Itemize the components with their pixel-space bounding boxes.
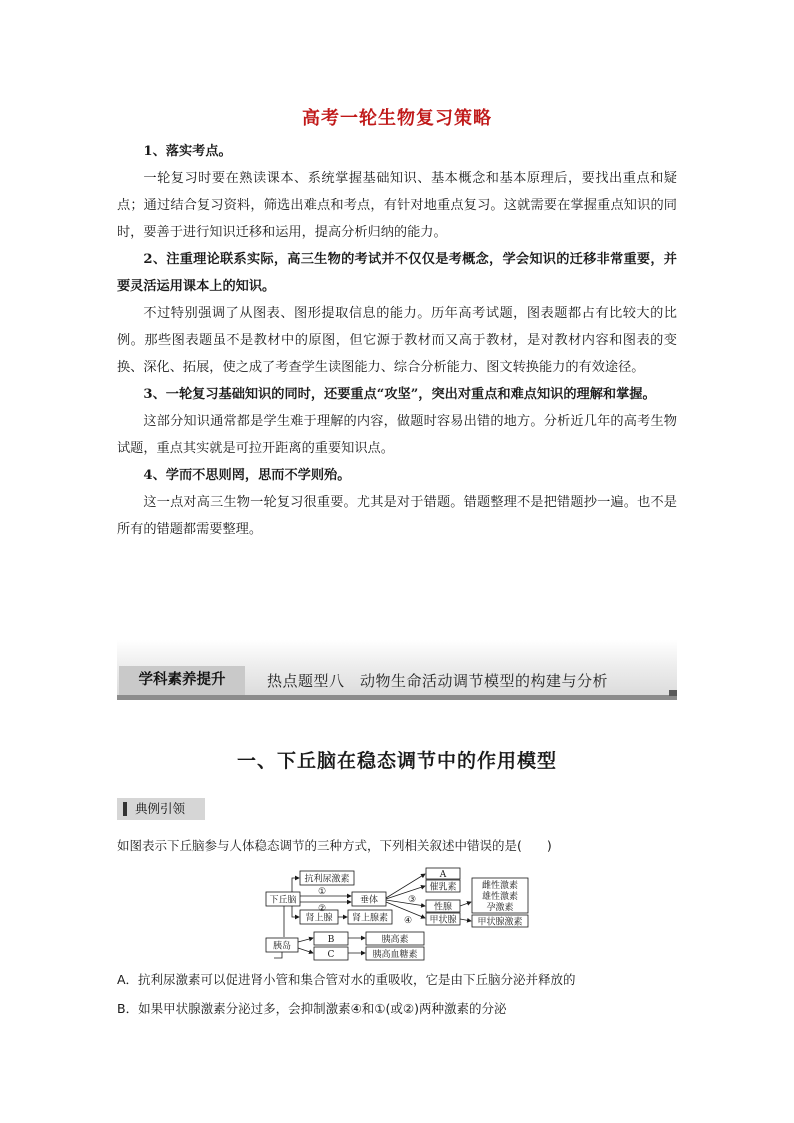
- sex-hormone-label-1: 雌性激素: [481, 881, 519, 891]
- mark-4: ④: [403, 916, 413, 926]
- box-a-label: A: [439, 870, 447, 880]
- adrenal-label: 肾上腺: [305, 913, 333, 924]
- thyroxine-label: 甲状腺激素: [477, 917, 523, 928]
- point-2-paragraph: 不过特别强调了从图表、图形提取信息的能力。历年高考试题，图表题都占有比较大的比例。那些图表题虽不是教材中的原图，但它源于教材而又高于教材，是对教材内容和图表的变换、深化、拓展，使之成了考查学生读图能力、综合分析能力、图文转换能力的有效途径。: [117, 306, 677, 375]
- sex-hormone-label-3: 孕激素: [486, 903, 514, 913]
- section-heading: 一、下丘脑在稳态调节中的作用模型: [236, 750, 557, 772]
- banner-underline: [117, 695, 677, 700]
- glucagon-label: 胰高血糖素: [372, 950, 418, 960]
- article-body: [117, 138, 677, 543]
- mark-3: ③: [407, 895, 417, 905]
- banner-end-mark: [669, 690, 677, 696]
- thyroid-label: 甲状腺: [429, 915, 457, 926]
- point-2-heading: 2、注重理论联系实际，高三生物的考试并不仅仅是考概念，学会知识的迁移非常重要，并要灵活运用课本上的知识。: [117, 252, 677, 294]
- section-banner: [117, 640, 677, 702]
- hypothalamus-label: 下丘脑: [269, 895, 297, 906]
- point-1-heading: 1、落实考点。: [143, 144, 232, 159]
- option-b: B．如果甲状腺激素分泌过多，会抑制激素④和①(或②)两种激素的分泌: [117, 1001, 507, 1016]
- box-b-label: B: [327, 935, 335, 945]
- point-4-heading: 4、学而不思则罔，思而不学则殆。: [143, 468, 351, 483]
- prolactin-label: 催乳素: [429, 882, 457, 893]
- option-a: A．抗利尿激素可以促进肾小管和集合管对水的重吸收，它是由下丘脑分泌并释放的: [117, 972, 576, 987]
- adh-label: 抗利尿激素: [304, 874, 350, 885]
- point-1-paragraph: 一轮复习时要在熟读课本、系统掌握基础知识、基本概念和基本原理后，要找出重点和疑点；通过结合复习资料，筛选出难点和考点，有针对地重点复习。这就需要在掌握重点知识的同时，要善于进行知识迁移和运用，提高分析归纳的能力。: [117, 171, 677, 240]
- page-title: 高考一轮生物复习策略: [302, 108, 492, 129]
- hormone-regulation-diagram: [262, 866, 532, 966]
- sex-hormone-label-2: 雄性激素: [481, 892, 519, 902]
- gonad-label: 性腺: [433, 902, 453, 913]
- adrenaline-label: 肾上腺素: [351, 913, 389, 924]
- insulin-label: 胰高素: [381, 935, 409, 945]
- question-stem: 如图表示下丘脑参与人体稳态调节的三种方式，下列相关叙述中错误的是( ): [117, 838, 552, 853]
- islet-label: 胰岛: [272, 941, 292, 952]
- banner-topic: 热点题型八 动物生命活动调节模型的构建与分析: [267, 672, 609, 690]
- example-tag: [117, 798, 205, 820]
- example-tag-bar: [123, 802, 127, 816]
- point-4-paragraph: 这一点对高三生物一轮复习很重要。尤其是对于错题。错题整理不是把错题抄一遍。也不是所有的错题都需要整理。: [117, 495, 677, 537]
- mark-2: ②: [317, 904, 327, 914]
- pituitary-label: 垂体: [359, 895, 379, 906]
- banner-badge: 学科素养提升: [119, 666, 245, 695]
- mark-1: ①: [317, 887, 327, 897]
- point-3-paragraph: 这部分知识通常都是学生难于理解的内容，做题时容易出错的地方。分析近几年的高考生物试题，重点其实就是可拉开距离的重要知识点。: [117, 414, 677, 456]
- example-tag-label: 典例引领: [135, 801, 186, 816]
- point-3-heading: 3、一轮复习基础知识的同时，还要重点“攻坚”，突出对重点和难点知识的理解和掌握。: [143, 387, 656, 402]
- box-c-label: C: [327, 950, 335, 960]
